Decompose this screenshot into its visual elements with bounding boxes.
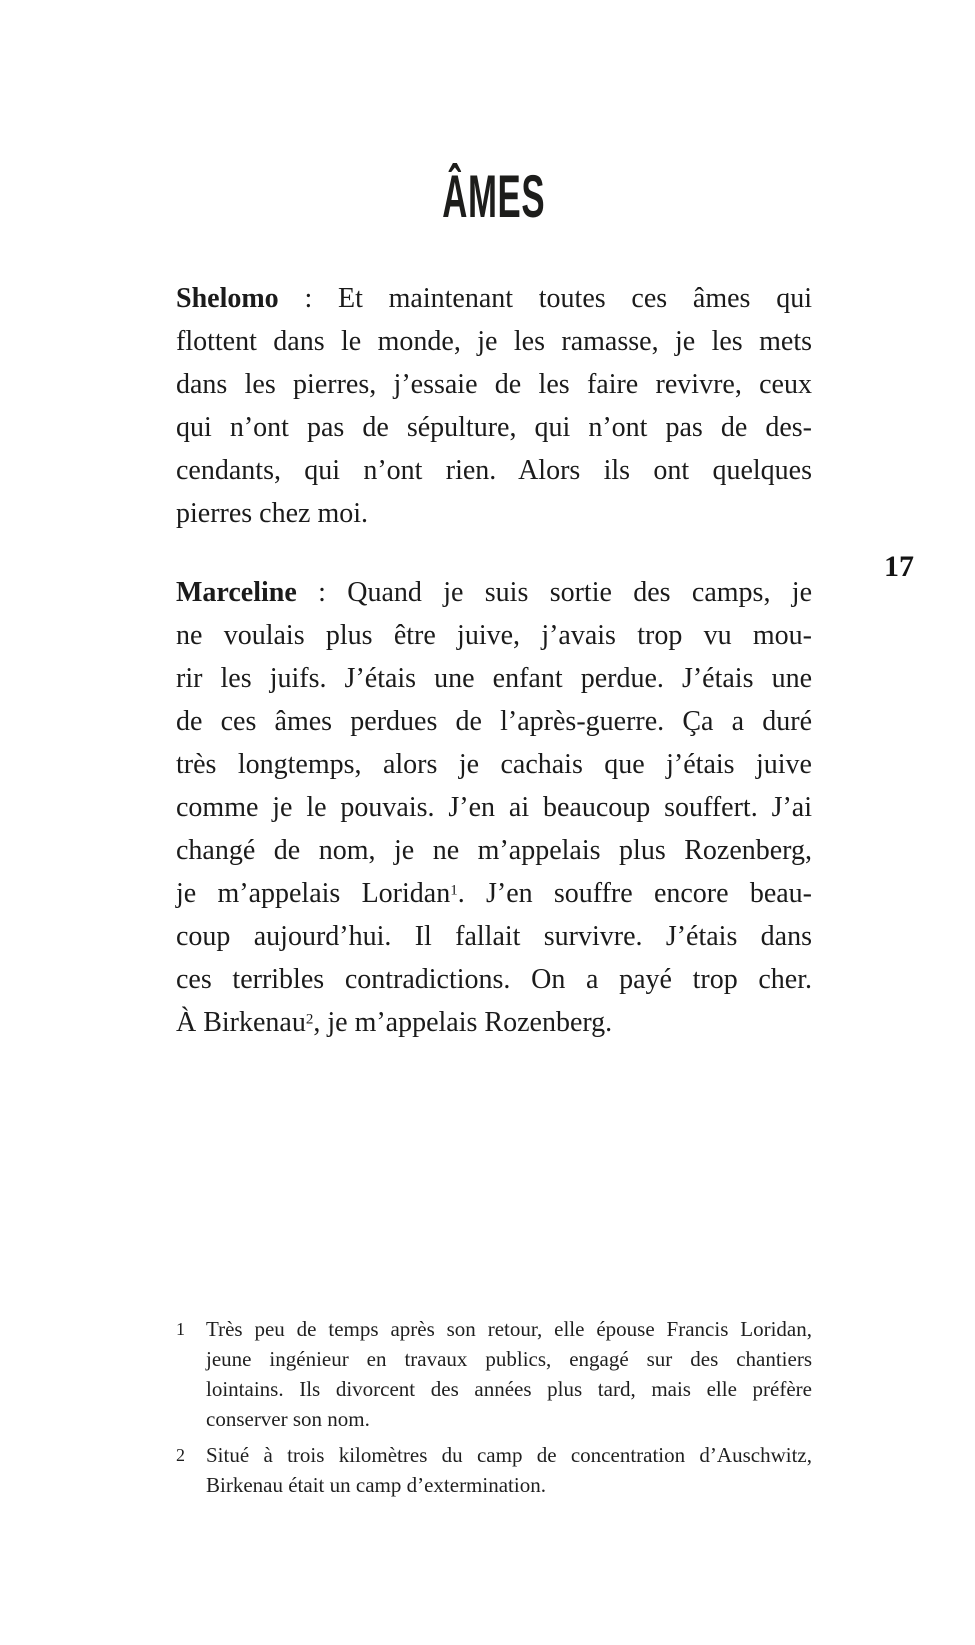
dialogue [176,277,812,1044]
text-line [176,277,812,320]
footnote-ref: 2 [305,1011,314,1028]
chapter-title [176,157,812,237]
text-segment: : Et maintenant toutes ces âmes qui [278,283,812,314]
text-segment: de ces âmes perdues de l’après-guerre. Ça a duré [176,706,812,737]
text-segment: flottent dans le monde, je les ramasse, je les mets [176,326,812,357]
text-line [176,700,812,743]
paragraph-marceline [176,571,812,1044]
text-segment: coup aujourd’hui. Il fallait survivre. J’étais dans [176,921,812,952]
text-segment: , je m’appelais Rozenberg. [313,1007,613,1038]
footnote-text [206,1440,812,1500]
chapter-title-text: ÂMES [442,163,546,230]
text-line: Situé à trois kilomètres du camp de concentration d’Auschwitz, [206,1443,812,1467]
footnote-text [206,1314,812,1434]
text-segment: À Birkenau [176,1007,306,1038]
text-segment: très longtemps, alors je cachais que j’étais juive [176,749,812,780]
text-segment: dans les pierres, j’essaie de les faire revivre, ceux [176,369,812,400]
footnote-1 [176,1314,812,1434]
text-line [176,449,812,492]
text-line: jeune ingénieur en travaux publics, engagé sur des chantiers [206,1347,812,1371]
page-number: 17 [884,550,914,583]
text-line [176,829,812,872]
text-line: Birkenau était un camp d’extermination. [206,1473,546,1497]
speaker-name: Marceline [176,577,297,608]
text-line [176,1001,812,1044]
text-line: conserver son nom. [206,1407,370,1431]
speaker-name: Shelomo [176,283,279,314]
footnote-marker: 2 [176,1445,185,1465]
text-line [176,786,812,829]
text-line [176,492,812,535]
text-line [176,743,812,786]
text-segment: comme je le pouvais. J’en ai beaucoup souffert. J’ai [176,792,812,823]
text-line [176,571,812,614]
text-segment: . J’en souffre encore beau- [457,878,812,909]
text-line [176,614,812,657]
paragraph-shelomo [176,277,812,535]
text-line [176,872,812,915]
text-segment: ces terribles contradictions. On a payé trop cher. [176,964,812,995]
text-segment: rir les juifs. J’étais une enfant perdue. J’étais une [176,663,812,694]
text-line [176,363,812,406]
text-segment: cendants, qui n’ont rien. Alors ils ont quelques [176,455,812,486]
footnotes [176,1314,812,1500]
footnote-marker: 1 [176,1319,185,1339]
text-segment: : Quand je suis sortie des camps, je [296,577,812,608]
footnote-ref: 1 [450,882,458,899]
text-line [176,657,812,700]
text-line [176,320,812,363]
text-line [176,915,812,958]
footnote-2 [176,1440,812,1500]
text-line [176,406,812,449]
text-line: Très peu de temps après son retour, elle épouse Francis Loridan, [206,1317,812,1341]
text-segment: qui n’ont pas de sépulture, qui n’ont pas de des- [176,412,812,443]
text-segment: pierres chez moi. [176,498,369,529]
text-segment: ne voulais plus être juive, j’avais trop vu mou- [176,620,812,651]
text-segment: changé de nom, je ne m’appelais plus Rozenberg, [176,835,812,866]
text-line [176,958,812,1001]
text-line: lointains. Ils divorcent des années plus tard, mais elle préfère [206,1377,812,1401]
text-segment: je m’appelais Loridan [176,878,451,909]
